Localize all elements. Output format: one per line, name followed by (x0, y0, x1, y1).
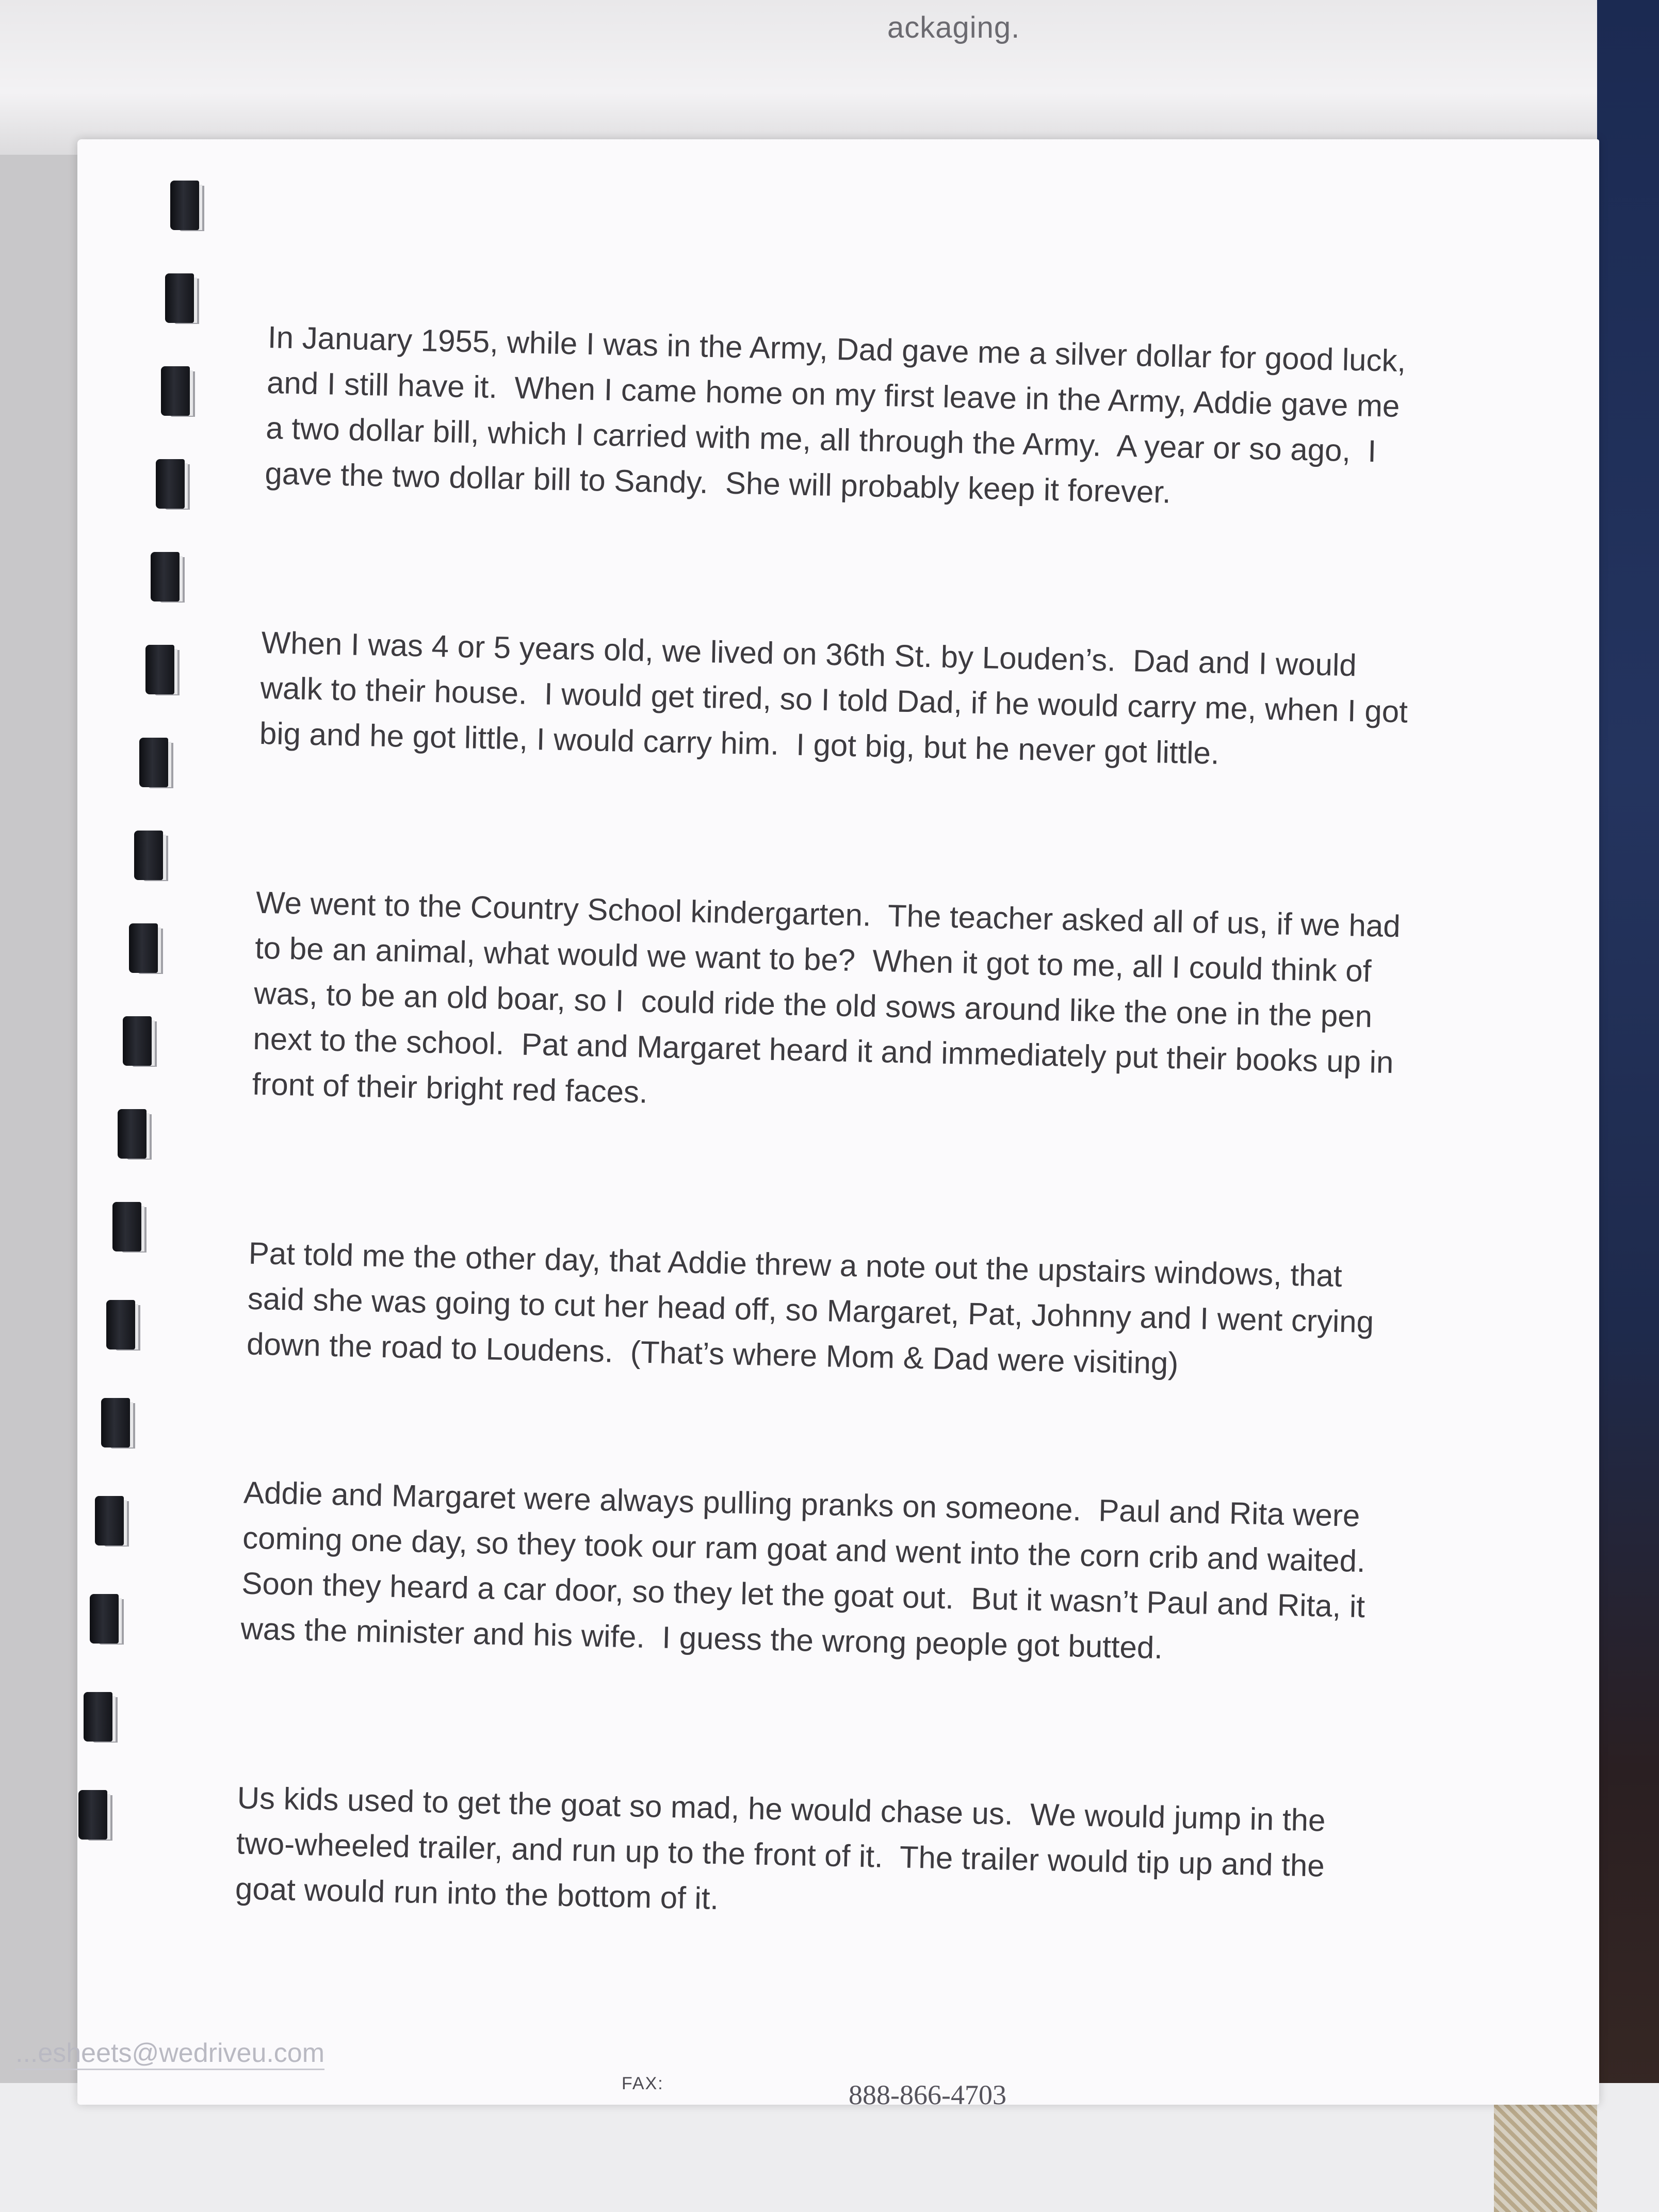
footer-fax-number: 888-866-4703 (849, 2079, 1006, 2110)
binding-ring (101, 1398, 130, 1447)
binding-ring (123, 1016, 152, 1066)
binding-ring (165, 273, 194, 323)
footer-fax-label: FAX: (622, 2074, 664, 2093)
paragraph-kindergarten: We went to the Country School kindergarten. The teacher asked all of us, if we had to be an animal, what would we want to be? When it got to me, all I could think of was, to be an old boar, so I could ride the old sows around like the one in the pen next to the school. Pat and Margaret heard it and immediately put their books up in front of their bright red faces. (252, 885, 1401, 1110)
binding-ring (139, 738, 168, 787)
paragraph-silver-dollar: In January 1955, while I was in the Army, Dad gave me a silver dollar for good luck, and I still have it. When I came home on my first leave in the Army, Addie gave me a two dollar bill, which I carried with me, all through the Army. A year or so ago, I gave the two dollar bill to Sandy. She will probably keep it forever. (264, 319, 1406, 510)
fabric-corner (1494, 2088, 1597, 2212)
paragraph-carry-me: When I was 4 or 5 years old, we lived on 36th St. by Louden’s. Dad and I would walk to their house. I would get tired, so I told Dad, if he would carry me, when I got big and he got little, I would carry him. I got big, but he never got little. (259, 625, 1408, 771)
spiral-binding (72, 181, 144, 1986)
binding-ring (106, 1300, 135, 1349)
paragraph-note-window: Pat told me the other day, that Addie threw a note out the upstairs windows, that said she was going to cut her head off, so Margaret, Pat, Johnny and I went crying down the road to Loudens. (That’s where Mom & Dad were visiting) (246, 1235, 1374, 1381)
binding-ring (112, 1202, 141, 1251)
binding-ring (84, 1692, 112, 1742)
memoir-text (232, 315, 1454, 2060)
binding-ring (145, 645, 174, 694)
binding-ring (95, 1496, 124, 1546)
binding-ring (170, 181, 199, 230)
binding-ring (161, 366, 190, 416)
right-edge-background (1597, 0, 1659, 2212)
binding-ring (78, 1790, 107, 1840)
footer-email: ...esheets@wedriveu.com (15, 2038, 324, 2070)
binding-ring (118, 1109, 147, 1159)
binding-ring (90, 1594, 119, 1644)
binding-ring (156, 459, 185, 509)
packaging-text: ackaging. (887, 11, 1020, 44)
packaging-background (0, 0, 1659, 155)
paragraph-goat-trailer: Us kids used to get the goat so mad, he would chase us. We would jump in the two-wheeled trailer, and run up to the front of it. The trailer would tip up and the goat would run into the bottom of it. (235, 1780, 1326, 1916)
binding-ring (129, 923, 158, 973)
binding-ring (134, 831, 163, 880)
paragraph-pranks: Addie and Margaret were always pulling pranks on someone. Paul and Rita were coming one day, so they took our ram goat and went into the corn crib and waited. Soon they heard a car door, so they let the goat out. But it wasn’t Paul and Rita, it was the minister and his wife. I guess the wrong people got butted. (240, 1475, 1366, 1665)
binding-ring (151, 552, 180, 601)
